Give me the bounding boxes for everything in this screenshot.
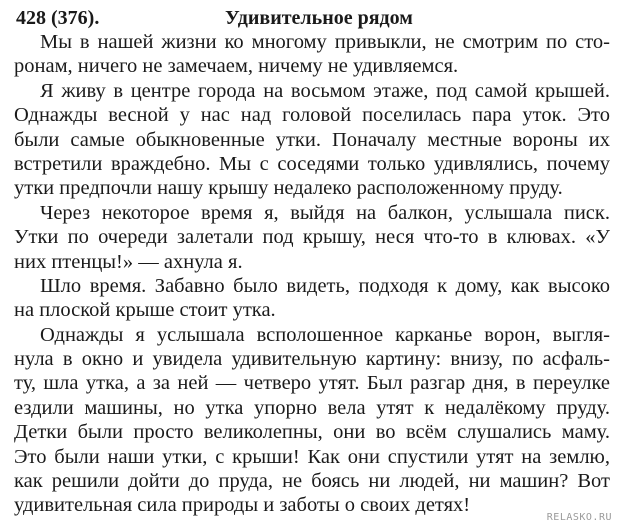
text-line: ронам, ничего не замечаем, ничему не удивляемся. <box>14 55 459 78</box>
text-line: Детки были просто великолепны, они во всём слушались маму. <box>14 421 610 444</box>
text-line: ездили машины, но утка упорно вела утят к недалёкому пруду. <box>14 396 610 419</box>
site-watermark: RELASKO.RU <box>546 512 612 523</box>
text-line: нула в окно и увидела удивительную картину: внизу, по асфаль- <box>14 348 610 371</box>
text-line: как решили дойти до пруда, не боясь ни людей, ни машин? Вот <box>14 470 610 493</box>
text-line: удивительная сила природы и заботы о своих детях! <box>14 494 471 517</box>
text-line: Шло время. Забавно было видеть, подходя к дому, как высоко <box>40 274 610 297</box>
text-line: Я живу в центре города на восьмом этаже, под самой крышей. <box>40 79 610 102</box>
exercise-title: Удивительное рядом <box>225 7 413 29</box>
text-line: утки предпочли нашу крышу недалеко расположенному пруду. <box>14 177 563 200</box>
text-line: них птенцы!» — ахнула я. <box>14 250 243 273</box>
text-line: Это были наши утки, с крыши! Как они спустили утят на землю, <box>14 445 610 468</box>
text-line: встретили враждебно. Мы с соседями только удивлялись, почему <box>14 152 610 175</box>
text-line: Мы в нашей жизни ко многому привыкли, не смотрим по сто- <box>40 31 610 53</box>
text-line: Однажды весной у нас над головой поселилась пара уток. Это <box>14 104 610 127</box>
exercise-number: 428 (376). <box>16 7 100 29</box>
document-page <box>14 6 610 518</box>
text-line: ту, шла утка, а за ней — четверо утят. Был разгар дня, в переулке <box>14 372 610 395</box>
text-line: Через некоторое время я, выйдя на балкон, услышала писк. <box>40 201 610 224</box>
text-body <box>14 30 610 518</box>
text-line: Утки по очереди залетали под крышу, неся что-то в клювах. «У <box>14 226 610 249</box>
text-line: были самые обыкновенные утки. Поначалу местные вороны их <box>14 128 610 151</box>
text-line: Однажды я услышала всполошенное карканье ворон, выгля- <box>40 323 610 346</box>
exercise-heading <box>14 6 610 30</box>
text-line: на плоской крыше стоит утка. <box>14 299 276 322</box>
